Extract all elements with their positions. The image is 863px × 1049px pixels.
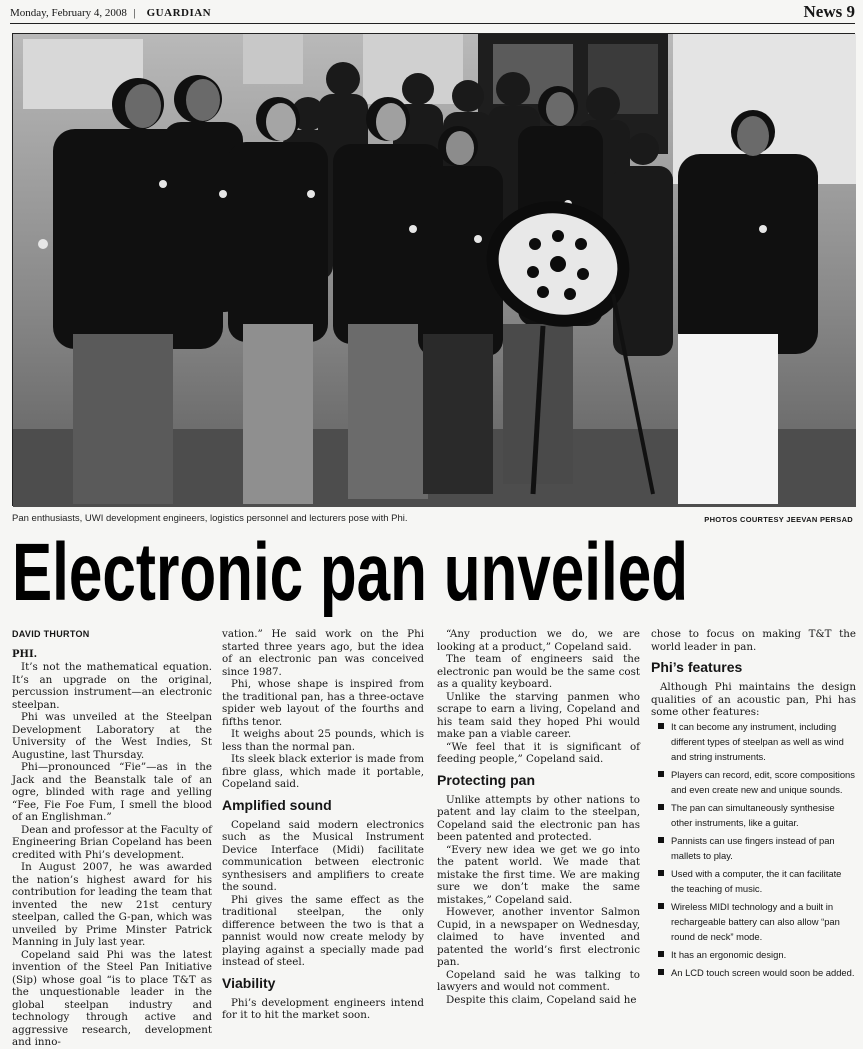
paragraph: “We feel that it is significant of feeding people,” Copeland said. bbox=[437, 740, 640, 765]
masthead-rule bbox=[10, 23, 855, 24]
paragraph: Copeland said Phi was the latest invention of the Steel Pan Initiative (Sip) whose goal “is to place T&T as the unquestionable leader in the global steelpan industry and technology through active and aggressive research, development and inno- bbox=[12, 948, 212, 1048]
features-intro: Although Phi maintains the design qualities of an acoustic pan, Phi has some other features: bbox=[651, 681, 856, 718]
dateline: PHI. bbox=[12, 648, 38, 660]
feature-item: Pannists can use fingers instead of pan mallets to play. bbox=[651, 833, 856, 863]
headline bbox=[12, 527, 857, 620]
paragraph: Phi’s development engineers intend for it to hit the market soon. bbox=[222, 996, 424, 1021]
paragraph: In August 2007, he was awarded the nation’s highest award for his contribution for leading the team that invented the new 21st century steelpan, called the G-pan, which was unveiled by Prime Minster Patrick Manning in July last year. bbox=[12, 861, 212, 948]
paragraph: Phi gives the same effect as the traditional steelpan, the only difference between the two is that a pannist would now create melody by playing against a specially made pad instead of steel. bbox=[222, 893, 424, 968]
feature-item: It can become any instrument, including different types of steelpan as well as wind and string instruments. bbox=[651, 719, 856, 764]
masthead bbox=[10, 4, 855, 24]
paragraph: The team of engineers said the electronic pan would be the same cost as a quality keyboard. bbox=[437, 653, 640, 690]
byline: DAVID THURTON bbox=[12, 629, 90, 639]
paragraph: Phi was unveiled at the Steelpan Development Laboratory at the University of the West Indies, St Augustine, last Thursday. bbox=[12, 711, 212, 761]
paragraph: Its sleek black exterior is made from fibre glass, which made it portable, Copeland said. bbox=[222, 753, 424, 790]
feature-item: Wireless MIDI technology and a built in rechargeable battery can also allow “pan round de neck” mode. bbox=[651, 899, 856, 944]
group-photo-illustration bbox=[13, 34, 856, 507]
paragraph: Despite this claim, Copeland said he bbox=[446, 993, 637, 1006]
feature-item: It has an ergonomic design. bbox=[651, 947, 856, 962]
feature-item: Players can record, edit, score compositions and even create new and unique sounds. bbox=[651, 767, 856, 797]
paragraph: Phi—pronounced “Fie”—as in the Jack and the Beanstalk tale of an ogre, blinded with rage and yelling “Fee, Fie Foe Fum, I smell the blood of an Englishman.” bbox=[12, 761, 212, 823]
paragraph: Copeland said he was talking to lawyers and would not comment. bbox=[437, 968, 640, 993]
section-page-label: News 9 bbox=[803, 2, 855, 21]
subhead-phi-features: Phi’s features bbox=[651, 659, 743, 675]
paragraph: Copeland said modern electronics such as the Musical Instrument Device Interface (Midi) facilitate communication between electronic synthesisers and amplifiers to create the sound. bbox=[222, 818, 424, 893]
masthead-left bbox=[10, 7, 211, 19]
feature-item: Used with a computer, the it can facilitate the teaching of music. bbox=[651, 866, 856, 896]
article-column-1 bbox=[12, 628, 212, 1049]
paragraph: Unlike attempts by other nations to patent and lay claim to the steelpan, Copeland said the electronic pan has been patented and protected. bbox=[437, 793, 640, 843]
paragraph: It weighs about 25 pounds, which is less than the normal pan. bbox=[222, 728, 424, 753]
article-column-4 bbox=[651, 628, 856, 983]
subhead-protecting-pan: Protecting pan bbox=[437, 771, 536, 788]
photo-caption: Pan enthusiasts, UWI development engineers, logistics personnel and lecturers pose with Phi. bbox=[12, 513, 408, 524]
article-column-2 bbox=[222, 628, 424, 1022]
masthead-separator: | bbox=[133, 7, 136, 19]
photo-credit: PHOTOS COURTESY JEEVAN PERSAD bbox=[704, 515, 853, 524]
paragraph: However, another inventor Salmon Cupid, in a newspaper on Wednesday, claimed to have invented and patented the world’s first electronic pan. bbox=[437, 906, 640, 968]
feature-item: An LCD touch screen would soon be added. bbox=[651, 965, 856, 980]
paragraph: Unlike the starving panmen who scrape to earn a living, Copeland and his team said they hoped Phi would make pan a viable career. bbox=[437, 690, 640, 740]
group-photo bbox=[12, 33, 855, 506]
paragraph: Phi, whose shape is inspired from the traditional pan, has a three-octave spider web layout of the fourths and fifths tenor. bbox=[222, 678, 424, 728]
article-column-3 bbox=[437, 628, 640, 1006]
subhead-amplified-sound: Amplified sound bbox=[222, 796, 332, 813]
subhead-viability: Viability bbox=[222, 974, 276, 991]
paragraph: “Every new idea we get we go into the patent world. We made that mistake the first time. We are making sure we don’t make the same mistakes,” Copeland said. bbox=[437, 843, 640, 906]
paper-name: GUARDIAN bbox=[146, 7, 212, 19]
paragraph: It’s not the mathematical equation. It’s an upgrade on the original, percussion instrument—an electronic steelpan. bbox=[12, 661, 212, 711]
paragraph: vation.” He said work on the Phi started three years ago, but the idea of an electronic pan was conceived since 1987. bbox=[222, 628, 424, 678]
headline-text: Electronic pan unveiled bbox=[12, 527, 688, 618]
issue-date: Monday, February 4, 2008 bbox=[10, 7, 127, 19]
paragraph: Dean and professor at the Faculty of Engineering Brian Copeland has been credited with Phi’s development. bbox=[12, 823, 212, 861]
feature-item: The pan can simultaneously synthesise other instruments, like a guitar. bbox=[651, 800, 856, 830]
paragraph: chose to focus on making T&T the world leader in pan. bbox=[651, 628, 856, 653]
paragraph: “Any production we do, we are looking at a product,” Copeland said. bbox=[437, 628, 640, 653]
features-list bbox=[651, 719, 856, 980]
